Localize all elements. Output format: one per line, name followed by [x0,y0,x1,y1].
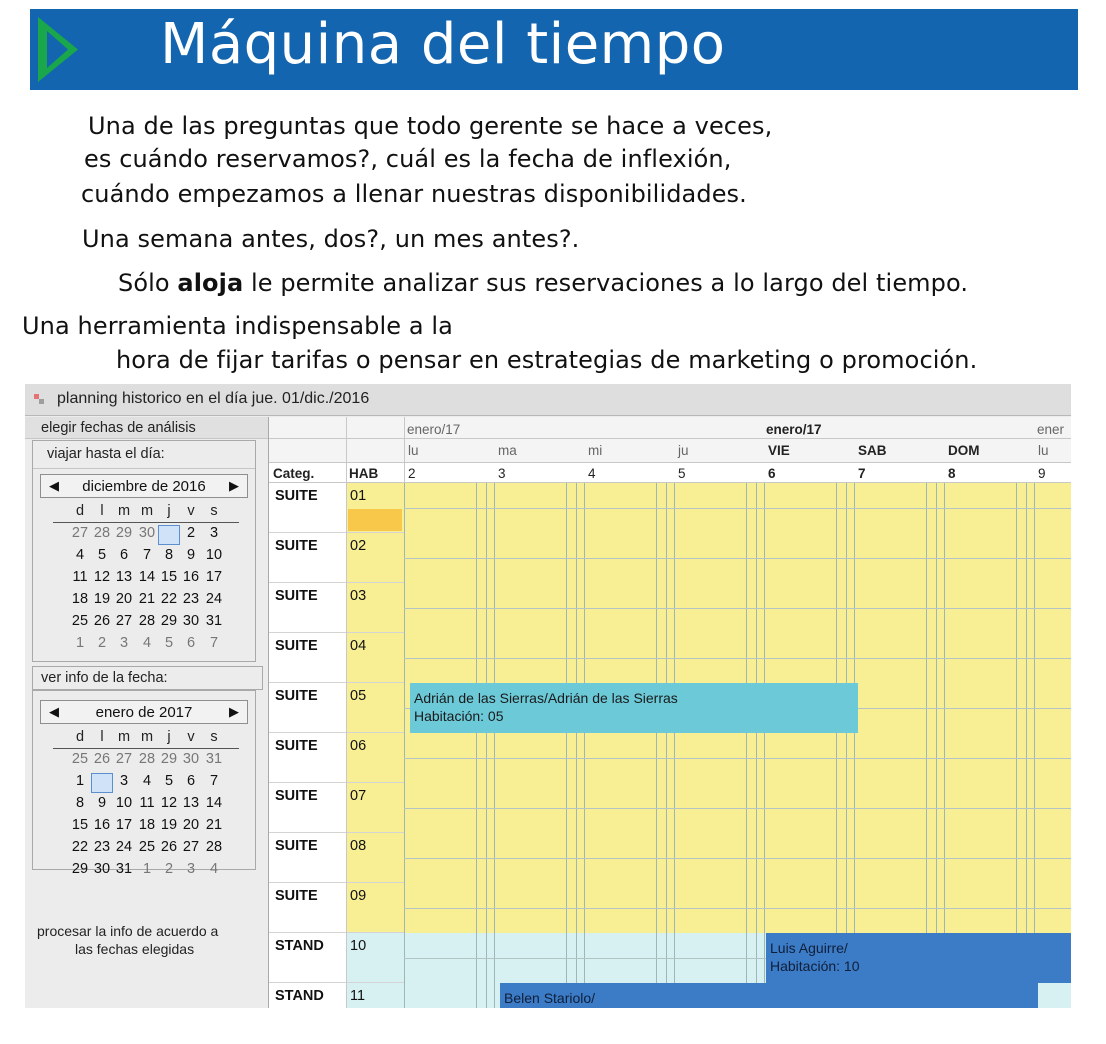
calendar-day[interactable] [158,525,180,545]
calendar-day[interactable]: 10 [115,795,133,811]
day-name-label: ju [678,443,689,458]
calendar-day[interactable]: 16 [182,569,200,585]
half-row-line [404,758,1071,759]
calendar-day[interactable]: 2 [186,525,196,541]
room-number-cell[interactable] [346,983,404,1008]
room-number-cell[interactable] [346,833,404,883]
day-column-line [404,483,405,1008]
room-category-label: SUITE [275,538,318,554]
day-of-week-label: s [210,729,218,745]
room-number-label: 05 [350,688,367,704]
calendar-day[interactable]: 30 [138,525,156,541]
title-banner [30,9,1078,90]
room-category-cell [269,883,346,933]
day-column-line [936,483,937,1008]
calendar-day[interactable]: 8 [75,795,85,811]
calendar-day[interactable]: 27 [115,751,133,767]
calendar-day[interactable]: 29 [160,613,178,629]
room-category-cell [269,933,346,983]
dow-divider [53,522,239,523]
calendar-day[interactable]: 9 [97,795,107,811]
calendar-day[interactable]: 19 [93,591,111,607]
day-name-label: lu [408,443,419,458]
window-title: planning historico en el día jue. 01/dic./2016 [57,390,370,407]
day-number-label: 2 [408,466,416,481]
day-column-line [836,483,837,1008]
calendar-day[interactable] [91,773,113,793]
day-column-line [854,483,855,1008]
calendar-day[interactable]: 30 [182,751,200,767]
day-name-label: VIE [768,443,790,458]
calendar-day[interactable]: 9 [186,547,196,563]
room-category-label: SUITE [275,738,318,754]
calendar-day[interactable]: 6 [119,547,129,563]
room-category-cell [269,983,346,1008]
day-number-label: 4 [588,466,596,481]
calendar-day[interactable]: 14 [138,569,156,585]
room-number-cell[interactable] [346,483,404,533]
room-category-cell [269,483,346,533]
calendar-day[interactable]: 25 [138,839,156,855]
day-name-label: DOM [948,443,980,458]
calendar-day[interactable]: 7 [209,773,219,789]
calendar-day[interactable]: 13 [182,795,200,811]
page-title: Máquina del tiempo [160,12,726,77]
day-column-line [486,483,487,1008]
calendar-day[interactable]: 24 [205,591,223,607]
day-column-line [944,483,945,1008]
calendar-day[interactable]: 28 [93,525,111,541]
day-column-line [756,483,757,1008]
room-category-label: SUITE [275,788,318,804]
room-number-label: 08 [350,838,367,854]
room-number-label: 02 [350,538,367,554]
calendar-day[interactable]: 29 [115,525,133,541]
day-number-label: 9 [1038,466,1046,481]
calendar-day[interactable]: 31 [205,613,223,629]
info-month-nav [40,700,248,724]
room-number-label: 07 [350,788,367,804]
app-window [25,384,1071,1008]
column-divider [346,417,347,1008]
room-column-header: HAB [349,466,379,481]
calendar-day[interactable]: 7 [142,547,152,563]
half-row-line [404,808,1071,809]
calendar-day[interactable]: 27 [182,839,200,855]
calendar-day[interactable]: 11 [72,569,88,585]
prev-month-icon[interactable]: ◀ [49,704,59,719]
intro-line-7: hora de fijar tarifas o pensar en estrategias de marketing o promoción. [116,346,978,374]
calendar-day[interactable]: 26 [93,751,111,767]
room-number-cell[interactable] [346,733,404,783]
day-column-line [566,483,567,1008]
grid-daynum-header [269,463,1071,483]
calendar-day[interactable]: 20 [182,817,200,833]
room-category-label: SUITE [275,588,318,604]
room-number-label: 01 [350,488,367,504]
day-name-label: lu [1038,443,1049,458]
reservation-text: Belen Stariolo/ [504,990,596,1006]
calendar-day[interactable]: 22 [71,839,89,855]
room-category-label: STAND [275,938,324,954]
calendar-day[interactable]: 31 [205,751,223,767]
calendar-day[interactable]: 16 [93,817,111,833]
next-month-icon[interactable]: ▶ [229,704,239,719]
room-category-label: SUITE [275,488,318,504]
travel-label: viajar hasta el día: [47,446,165,462]
choose-dates-label: elegir fechas de análisis [41,420,196,436]
half-row-line [404,908,1071,909]
selected-room-highlight [348,509,402,531]
calendar-day[interactable]: 3 [209,525,219,541]
grid-dayname-header [269,439,1071,463]
calendar-day[interactable]: 30 [93,861,111,877]
day-of-week-label: s [210,503,218,519]
calendar-day[interactable]: 14 [205,795,223,811]
calendar-day[interactable]: 4 [75,547,85,563]
month-label: ener [1037,422,1065,437]
reservation-block[interactable] [500,983,1038,1008]
info-month-label: enero de 2017 [95,704,193,721]
calendar-day[interactable]: 29 [160,751,178,767]
day-of-week-label: m [117,729,131,745]
day-of-week-label: m [117,503,131,519]
day-name-label: mi [588,443,603,458]
travel-month-nav [40,474,248,498]
half-row-line [404,658,1071,659]
reservation-text: Luis Aguirre/ [770,940,848,956]
intro-line-5: Sólo aloja le permite analizar sus reservaciones a lo largo del tiempo. [118,269,969,297]
day-name-label: ma [498,443,517,458]
day-column-line [1034,483,1035,1008]
dow-divider [53,748,239,749]
day-of-week-label: j [167,503,171,519]
process-label-1[interactable]: procesar la info de acuerdo a [37,923,219,939]
calendar-day[interactable]: 17 [205,569,223,585]
calendar-day[interactable]: 23 [182,591,200,607]
day-name-label: SAB [858,443,887,458]
reservation-block[interactable] [410,683,858,733]
calendar-day[interactable]: 5 [164,773,174,789]
day-of-week-label: l [100,729,104,745]
calendar-day[interactable]: 4 [142,773,152,789]
intro-line-4: Una semana antes, dos?, un mes antes?. [82,225,580,253]
month-label: enero/17 [407,422,461,437]
calendar-day[interactable]: 15 [160,569,178,585]
day-of-week-label: d [75,729,85,745]
day-column-line [656,483,657,1008]
day-column-line [584,483,585,1008]
chevron-right-icon [30,9,90,90]
day-column-line [666,483,667,1008]
calendar-day[interactable]: 1 [75,773,85,789]
day-of-week-label: v [187,503,195,519]
day-of-week-label: d [75,503,85,519]
calendar-day[interactable]: 19 [160,817,178,833]
calendar-day[interactable]: 4 [209,861,219,877]
intro-line-2: es cuándo reservamos?, cuál es la fecha de inflexión, [84,145,732,173]
room-category-cell [269,733,346,783]
room-category-cell [269,633,346,683]
room-number-label: 03 [350,588,367,604]
room-category-cell [269,833,346,883]
calendar-day[interactable]: 1 [75,635,85,651]
room-number-cell[interactable] [346,783,404,833]
calendar-day[interactable]: 21 [205,817,223,833]
day-column-line [476,483,477,1008]
left-panel [25,417,268,1008]
calendar-day[interactable]: 25 [71,613,89,629]
room-category-label: SUITE [275,688,318,704]
travel-calendar-grid [33,503,255,663]
month-label: enero/17 [766,422,822,437]
calendar-day[interactable]: 26 [93,613,111,629]
day-column-line [576,483,577,1008]
intro-line-3: cuándo empezamos a llenar nuestras disponibilidades. [81,180,747,208]
day-column-line [764,483,765,1008]
calendar-day[interactable]: 27 [115,613,133,629]
category-column-header: Categ. [273,466,315,481]
room-number-cell[interactable] [346,883,404,933]
calendar-day[interactable]: 5 [164,635,174,651]
calendar-day[interactable]: 18 [71,591,89,607]
day-number-label: 8 [948,466,956,481]
room-category-label: SUITE [275,838,318,854]
half-row-line [404,558,1071,559]
calendar-day[interactable]: 3 [119,773,129,789]
travel-calendar-panel [32,440,256,662]
room-number-cell[interactable] [346,683,404,733]
half-row-line [404,608,1071,609]
day-column-line [1026,483,1027,1008]
info-date-label: ver info de la fecha: [41,670,168,686]
room-number-label: 10 [350,938,367,954]
calendar-day[interactable]: 7 [209,635,219,651]
room-number-label: 09 [350,888,367,904]
brand-name: aloja [177,269,244,297]
room-category-label: SUITE [275,638,318,654]
calendar-day[interactable]: 2 [164,861,174,877]
calendar-day[interactable]: 24 [115,839,133,855]
room-category-label: STAND [275,988,324,1004]
day-of-week-label: v [187,729,195,745]
planning-grid [268,417,1071,1008]
room-category-cell [269,583,346,633]
calendar-day[interactable]: 8 [164,547,174,563]
calendar-day[interactable]: 29 [71,861,89,877]
room-number-cell[interactable] [346,633,404,683]
calendar-day[interactable]: 2 [97,635,107,651]
window-titlebar [25,384,1071,416]
process-label-2[interactable]: las fechas elegidas [75,941,195,957]
day-of-week-label: l [100,503,104,519]
calendar-day[interactable]: 6 [186,773,196,789]
reservation-block[interactable] [766,933,1071,983]
calendar-day[interactable]: 30 [182,613,200,629]
calendar-day[interactable]: 3 [119,635,129,651]
info-calendar-grid [33,729,255,877]
calendar-day[interactable]: 17 [115,817,133,833]
half-row-line [404,508,1071,509]
room-category-cell [269,683,346,733]
calendar-day[interactable]: 11 [139,795,155,811]
calendar-day[interactable]: 28 [205,839,223,855]
room-number-label: 11 [350,988,366,1004]
room-category-cell [269,783,346,833]
day-of-week-label: m [140,503,154,519]
day-column-line [1016,483,1017,1008]
day-column-line [746,483,747,1008]
calendar-day[interactable]: 12 [93,569,111,585]
calendar-day[interactable]: 5 [97,547,107,563]
room-number-label: 04 [350,638,367,654]
calendar-day[interactable]: 28 [138,613,156,629]
day-number-label: 7 [858,466,866,481]
room-number-cell[interactable] [346,583,404,633]
room-number-cell[interactable] [346,533,404,583]
day-number-label: 3 [498,466,506,481]
room-number-cell[interactable] [346,933,404,983]
info-calendar-panel [32,690,256,877]
room-category-cell [269,533,346,583]
calendar-day[interactable]: 10 [205,547,223,563]
calendar-day[interactable]: 1 [142,861,152,877]
calendar-day[interactable]: 22 [160,591,178,607]
calendar-day[interactable]: 25 [71,751,89,767]
day-column-line [494,483,495,1008]
calendar-day[interactable]: 15 [71,817,89,833]
calendar-day[interactable]: 6 [186,635,196,651]
calendar-day[interactable]: 20 [115,591,133,607]
reservation-text: Habitación: 10 [770,958,860,974]
day-column-line [846,483,847,1008]
day-column-line [674,483,675,1008]
day-number-label: 5 [678,466,686,481]
calendar-day[interactable]: 28 [138,751,156,767]
calendar-day[interactable]: 31 [115,861,133,877]
calendar-day[interactable]: 13 [115,569,133,585]
calendar-day[interactable]: 4 [142,635,152,651]
grid-month-header [269,417,1071,439]
travel-month-label: diciembre de 2016 [82,478,206,495]
calendar-day[interactable]: 12 [160,795,178,811]
calendar-day[interactable]: 3 [186,861,196,877]
intro-line-1: Una de las preguntas que todo gerente se hace a veces, [88,112,773,140]
next-month-icon[interactable]: ▶ [229,478,239,493]
calendar-day[interactable]: 23 [93,839,111,855]
calendar-day[interactable]: 27 [71,525,89,541]
calendar-day[interactable]: 18 [138,817,156,833]
day-column-line [926,483,927,1008]
day-of-week-label: j [167,729,171,745]
reservation-text: Habitación: 05 [414,708,504,724]
room-number-label: 06 [350,738,367,754]
day-number-label: 6 [768,466,776,481]
room-category-label: SUITE [275,888,318,904]
reservation-text: Adrián de las Sierras/Adrián de las Sierras [414,690,678,706]
prev-month-icon[interactable]: ◀ [49,478,59,493]
half-row-line [404,858,1071,859]
calendar-day[interactable]: 26 [160,839,178,855]
day-of-week-label: m [140,729,154,745]
app-icon [33,393,45,405]
calendar-day[interactable]: 21 [138,591,156,607]
intro-line-6: Una herramienta indispensable a la [22,312,453,340]
